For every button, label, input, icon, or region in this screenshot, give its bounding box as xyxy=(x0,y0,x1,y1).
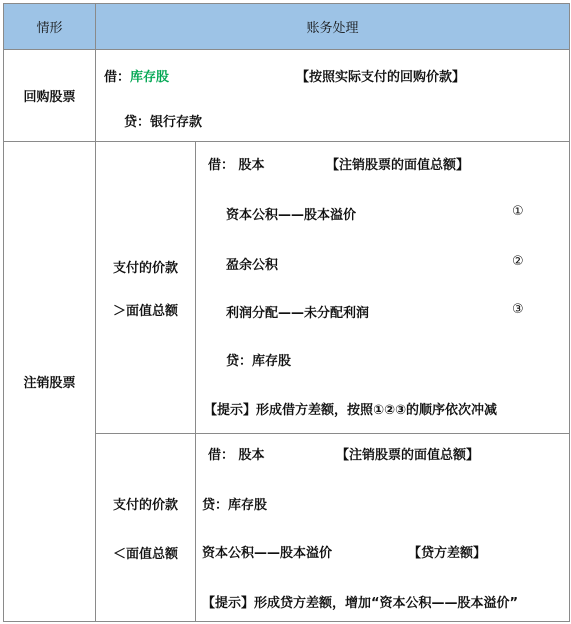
cancel-above-line2-mark: ② xyxy=(512,254,524,269)
cancel-above-debit: 借： 股本 xyxy=(208,158,265,173)
cancel-above-line3: 利润分配——未分配利润 xyxy=(226,306,370,321)
repurchase-debit-note: 【按照实际支付的回购价款】 xyxy=(296,70,466,85)
cancel-above-credit: 贷：库存股 xyxy=(226,354,292,369)
cancel-below-cond-line2: ＜面值总额 xyxy=(112,546,178,562)
repurchase-credit: 贷：银行存款 xyxy=(124,115,203,130)
cancel-above-cond-line1: 支付的价款 xyxy=(112,260,178,276)
repurchase-entry-cell xyxy=(96,50,570,142)
cancel-below-debit: 借： 股本 xyxy=(208,448,265,463)
row-repurchase xyxy=(4,50,570,142)
repurchase-debit-account: 库存股 xyxy=(130,70,170,85)
cancel-below-entry-cell xyxy=(196,434,570,622)
cancel-above-tip: 【提示】形成借方差额，按照①②③的顺序依次冲减 xyxy=(204,403,498,418)
repurchase-debit xyxy=(104,66,169,85)
accounting-table xyxy=(3,3,570,622)
table-header-row xyxy=(4,4,570,50)
cancel-above-debit-note: 【注销股票的面值总额】 xyxy=(326,158,470,173)
cancel-above-condition xyxy=(96,142,196,434)
cancel-below-credit: 贷：库存股 xyxy=(202,498,268,513)
header-situation: 情形 xyxy=(4,4,96,50)
cancel-label: 注销股票 xyxy=(4,142,96,622)
cancel-below-line1: 资本公积——股本溢价 xyxy=(202,546,333,561)
header-accounting: 账务处理 xyxy=(96,4,570,50)
row-cancel-above xyxy=(4,142,570,434)
repurchase-debit-prefix: 借： xyxy=(104,70,131,85)
cancel-above-line2: 盈余公积 xyxy=(226,258,279,273)
cancel-above-entry-cell xyxy=(196,142,570,434)
cancel-above-line1: 资本公积——股本溢价 xyxy=(226,208,357,223)
repurchase-label: 回购股票 xyxy=(4,50,96,142)
cancel-below-tip: 【提示】形成贷方差额，增加“资本公积——股本溢价” xyxy=(202,596,519,611)
cancel-above-line3-mark: ③ xyxy=(512,302,524,317)
cancel-below-condition xyxy=(96,434,196,622)
cancel-below-cond-line1: 支付的价款 xyxy=(112,497,178,513)
cancel-below-line1-note: 【贷方差额】 xyxy=(408,546,487,561)
cancel-above-line1-mark: ① xyxy=(512,204,524,219)
cancel-above-cond-line2: ＞面值总额 xyxy=(112,303,178,319)
cancel-below-debit-note: 【注销股票的面值总额】 xyxy=(336,448,480,463)
